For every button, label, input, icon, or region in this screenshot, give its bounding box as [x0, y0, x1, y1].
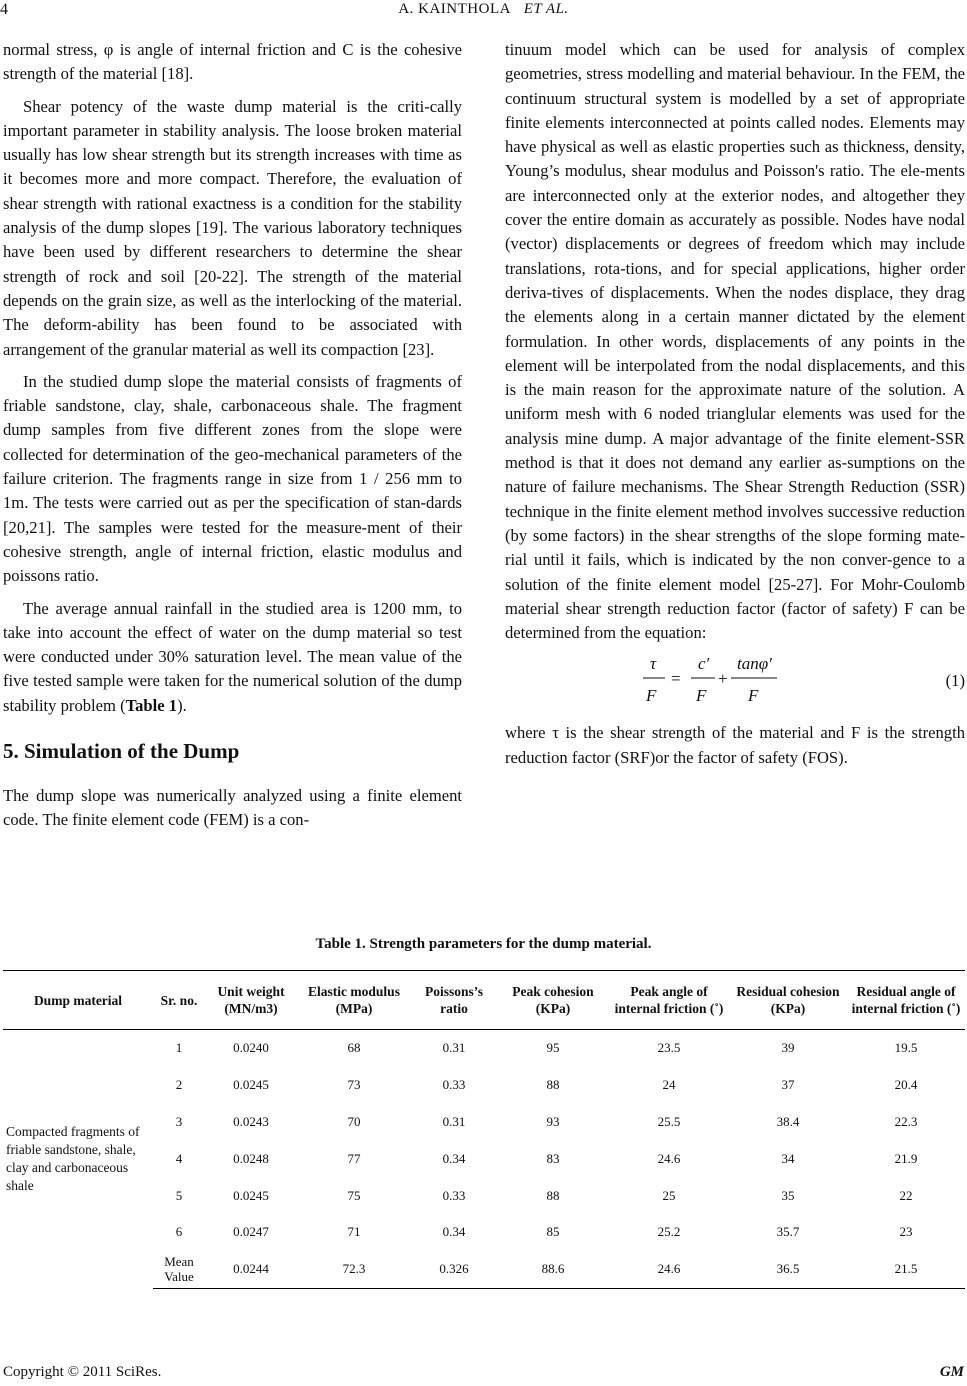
table-cell: 21.9: [894, 1150, 918, 1166]
table-cell: 1: [175, 1040, 183, 1056]
column-header: Residual angle of internal friction (˚): [847, 971, 965, 1030]
table-cell: 0.0240: [233, 1040, 269, 1056]
table-cell: 21.5: [847, 1251, 965, 1288]
material-cell: Compacted fragments of friable sandstone, shale, clay and carbonaceous shale: [6, 1124, 140, 1194]
running-head-authors: A. KAINTHOLA: [398, 1, 511, 17]
table-cell: 0.0245: [233, 1187, 269, 1203]
table-cell: 71: [347, 1224, 361, 1240]
eq-denominator-2: F: [696, 686, 707, 706]
eq-equals: =: [671, 669, 681, 689]
equation-graphic: [505, 651, 805, 713]
table-cell: 39: [781, 1040, 795, 1056]
table-cell: 88: [546, 1187, 560, 1203]
table-cell: 93: [546, 1113, 560, 1129]
strength-parameters-table: [3, 970, 965, 1289]
column-header: Sr. no.: [153, 971, 205, 1030]
table-cell: 24.6: [609, 1251, 729, 1288]
footer-journal: GM: [939, 1364, 964, 1380]
table-cell: 85: [546, 1224, 560, 1240]
table-cell: 0.0245: [233, 1077, 269, 1093]
table-cell: 37: [781, 1077, 795, 1093]
table-cell: Mean Value: [153, 1251, 205, 1288]
table-cell: 0.34: [442, 1150, 466, 1166]
table-cell: 25: [662, 1187, 676, 1203]
table-cell: 88.6: [497, 1251, 609, 1288]
eq-plus: +: [718, 669, 728, 689]
eq-denominator-3: F: [748, 686, 759, 706]
eq-tau: τ: [650, 654, 657, 674]
table-cell: 35.7: [776, 1224, 800, 1240]
table-cell: 83: [546, 1150, 560, 1166]
table-cell: 34: [781, 1150, 795, 1166]
table-reference-link[interactable]: Table 1: [125, 695, 178, 715]
table-cell: 25.5: [657, 1113, 681, 1129]
table-cell: 0.33: [442, 1187, 466, 1203]
column-header: Residual cohesion (KPa): [729, 971, 847, 1030]
column-header: Unit weight (MN/m3): [205, 971, 297, 1030]
table-cell: 3: [175, 1113, 183, 1129]
table-cell: 25.2: [657, 1224, 681, 1240]
column-header: Peak angle of internal friction (˚): [609, 971, 729, 1030]
paragraph: tinuum model which can be used for analysis of complex geometries, stress modelling and material behaviour. In the FEM, the continuum structural system is modelled by a set of appropriate finite elements interconnected at points called nodes. Elements may have physical as well as elastic properties such as thickness, density, Young’s modulus, shear modulus and Poisson's ratio. The ele-ments are interconnected only at the exterior nodes, and altogether they cover the entire domain as accurately as possible. Nodes have nodal (vector) displacements or degrees of freedom which may include translations, rota-tions, and for special applications, higher order deriva-tives of displacements. When the nodes displace, they drag the elements along in a certain manner dictated by the element formulation. In other words, displacements of any points in the element will be interpolated from the nodal displacements, and this is the main reason for the approximate nature of the solution. A uniform mesh with 6 noded trianglular elements was used for the analysis mine dump. A major advantage of the finite element-SSR method is that it does not demand any earlier as-sumptions on the nature of failure mechanisms. The Shear Strength Reduction (SSR) technique in the finite element method involves successive reduction (by some factors) in the shear strengths of the slope forming mate-rial until it fails, which is indicated by the non conver-gence to a solution of the finite element model [25-27]. For Mohr-Coulomb material shear strength reduction factor (factor of safety) F can be determined from the equation:: [505, 40, 965, 643]
page-number: 4: [0, 1, 8, 18]
column-header: Peak cohesion (KPa): [497, 971, 609, 1030]
table-cell: 75: [347, 1187, 361, 1203]
table-cell: 0.34: [442, 1224, 466, 1240]
table-cell: 0.31: [442, 1113, 466, 1129]
table-cell: 5: [175, 1187, 183, 1203]
paragraph: The dump slope was numerically analyzed using a finite element code. The finite element code (FEM) is a con-: [3, 786, 462, 830]
page-header: [0, 0, 967, 24]
table-row: [3, 1030, 965, 1067]
table-cell: 19.5: [894, 1040, 918, 1056]
paragraph: where τ is the shear strength of the material and F is the strength reduction factor (SRF)or the factor of safety (FOS).: [505, 723, 965, 767]
eq-denominator-1: F: [646, 686, 657, 706]
table-cell: 6: [175, 1224, 183, 1240]
running-head-et-al: ET AL.: [523, 1, 569, 17]
table-cell: 0.0243: [233, 1113, 269, 1129]
table-cell: 0.31: [442, 1040, 466, 1056]
table-cell: 22.3: [894, 1113, 918, 1129]
footer-copyright: Copyright © 2011 SciRes.: [3, 1364, 162, 1380]
paragraph: [3, 597, 462, 718]
paragraph: Shear potency of the waste dump material is the criti-cally important parameter in stability analysis. The loose broken material usually has low shear strength but its strength increases with time as it becomes more and more compact. Therefore, the evaluation of shear strength with rational exactness is a condition for the stability analysis of the dump slopes [19]. The various laboratory techniques have been used by different researchers to determine the shear strength of rock and soil [20-22]. The strength of the material depends on the grain size, as well as the interlocking of the material. The deform-ability has been found to be associated with arrangement of the granular material as well its compaction [23].: [3, 96, 462, 359]
paragraph-text: The average annual rainfall in the studied area is 1200 mm, to take into account the effect of water on the dump material so test were conducted under 30% saturation level. The mean value of the five tested sample were taken for the numerical solution of the dump stability problem (: [3, 598, 462, 715]
table-cell: 23.5: [657, 1040, 681, 1056]
table-caption: Table 1. Strength parameters for the dump material.: [315, 936, 652, 952]
left-column: [3, 38, 462, 833]
table-cell: 36.5: [729, 1251, 847, 1288]
table-cell: 0.0244: [205, 1251, 297, 1288]
table-cell: 0.33: [442, 1077, 466, 1093]
paragraph: normal stress, φ is angle of internal friction and C is the cohesive strength of the material [18].: [3, 40, 462, 84]
table-cell: 0.326: [411, 1251, 497, 1288]
paragraph-text: ).: [177, 695, 187, 715]
running-head: [0, 1, 967, 18]
paragraph: In the studied dump slope the material consists of fragments of friable sandstone, clay, shale, carbonaceous shale. The fragment dump samples from five different zones from the slope were collected for determination of the geo-mechanical parameters of the failure criterion. The fragments range in size from 1 / 256 mm to 1m. The tests were carried out as per the specification of stan-dards [20,21]. The samples were tested for the measure-ment of their cohesive strength, angle of internal friction, elastic modulus and poissons ratio.: [3, 371, 462, 586]
table-cell: 0.0247: [233, 1224, 269, 1240]
table-cell: 24.6: [657, 1150, 681, 1166]
section-heading: 5. Simulation of the Dump: [3, 739, 240, 764]
table-cell: 77: [347, 1150, 361, 1166]
eq-c-prime: c′: [698, 654, 710, 674]
column-header: Elastic modulus (MPa): [297, 971, 411, 1030]
table-cell: 2: [175, 1077, 183, 1093]
column-header: Poissons’s ratio: [411, 971, 497, 1030]
equation-number: (1): [945, 671, 965, 691]
eq-tan-phi: tanφ′: [737, 654, 772, 674]
table-cell: 35: [781, 1187, 795, 1203]
column-header: Dump material: [3, 971, 153, 1030]
table-cell: 73: [347, 1077, 361, 1093]
table-cell: 4: [175, 1150, 183, 1166]
right-column: [505, 38, 965, 770]
table-cell: 70: [347, 1113, 361, 1129]
table-cell: 95: [546, 1040, 560, 1056]
table-cell: 68: [347, 1040, 361, 1056]
table-cell: 24: [662, 1077, 676, 1093]
table-cell: 38.4: [776, 1113, 800, 1129]
table-cell: 23: [899, 1224, 913, 1240]
table-header-row: [3, 971, 965, 1030]
equation-1: [505, 651, 965, 713]
table-cell: 88: [546, 1077, 560, 1093]
table-cell: 72.3: [297, 1251, 411, 1288]
table-cell: 22: [899, 1187, 913, 1203]
table-cell: 20.4: [894, 1077, 918, 1093]
table-cell: 0.0248: [233, 1150, 269, 1166]
